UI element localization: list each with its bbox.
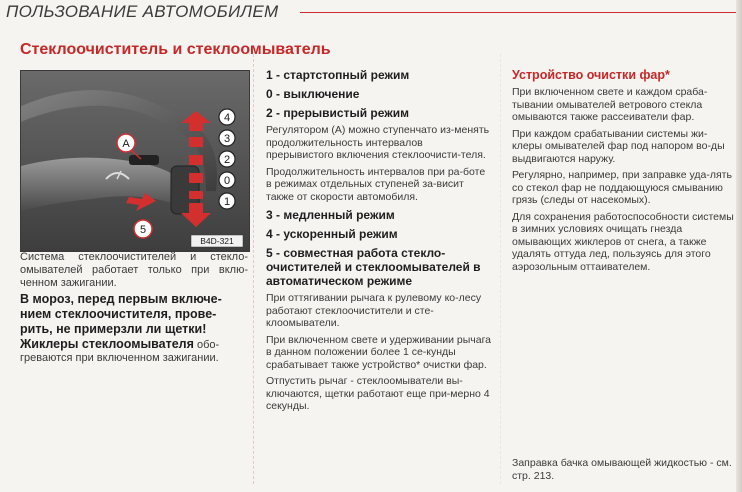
nozzle-note-rest: обо-греваются при включенном зажигании. xyxy=(20,339,220,364)
position-label-0: 0 xyxy=(223,175,231,187)
mode-5-paragraph-3: Отпустить рычаг - стеклоомыватели вы-ключаются, щетки работают еще при-мерно 4 секунды. xyxy=(266,375,490,412)
figure-code: B4D-321 xyxy=(200,236,234,246)
headlight-cleaning-column xyxy=(512,68,734,273)
mode-5-heading: 5 - совместная работа стекло-очистителей и стеклоомывателей в автоматическом режиме xyxy=(266,246,481,288)
marker-a: A xyxy=(122,138,130,150)
mode-list-column xyxy=(266,68,492,413)
nozzle-note-bold: Жиклеры стеклоомывателя xyxy=(20,337,194,351)
column-divider-1 xyxy=(253,54,254,484)
header-rule xyxy=(300,12,742,13)
position-label-4: 4 xyxy=(223,112,231,124)
position-label-1: 1 xyxy=(223,196,231,208)
position-label-3: 3 xyxy=(223,133,231,145)
mode-1-heading: 1 - стартстопный режим xyxy=(266,68,410,82)
marker-5: 5 xyxy=(139,224,147,236)
column-divider-2 xyxy=(500,54,501,484)
mode-5-paragraph-2: При включенном свете и удерживании рычага в данном положении более 1 се-кунды срабатывает также устройство* очистки фар. xyxy=(266,333,492,371)
page-header-title: ПОЛЬЗОВАНИЕ АВТОМОБИЛЕМ xyxy=(6,2,279,21)
mode-2-heading: 2 - прерывистый режим xyxy=(266,106,410,120)
headlight-paragraph-3: Регулярно, например, при заправке уда-лять со стекол фар не поддающуюся смыванию грязь (следы от насекомых). xyxy=(512,169,732,206)
section-title: Стеклоочиститель и стеклоомыватель xyxy=(20,41,331,58)
mode-3-heading: 3 - медленный режим xyxy=(266,208,395,222)
frost-warning: В мороз, перед первым включе-нием стеклоочистителя, прове-рить, не примерзли ли щетки! xyxy=(20,292,222,336)
mode-2-paragraph-1: Регулятором (А) можно ступенчато из-менять продолжительность интервалов прерывистого включения стеклоочисти-теля. xyxy=(266,124,490,161)
mode-2-paragraph-2: Продолжительность интервалов при ра-боте в режимах отдельных ступеней за-висит также от скорости автомобиля. xyxy=(266,165,486,203)
wiper-lever-illustration xyxy=(20,70,250,252)
refill-reference: Заправка бачка омывающей жидкостью - см. стр. 213. xyxy=(512,457,732,482)
headlight-paragraph-4: Для сохранения работоспособности системы в зимних условиях очищать гнезда омывающих жиклеров от снега, а также удалять оттуда лед, пользуясь для этого аэрозольным оттаивателем. xyxy=(512,210,734,273)
page-binding-edge xyxy=(736,0,742,492)
headlight-paragraph-1: При включенном свете и каждом сраба-тывании омывателей ветрового стекла омываются также рассеиватели фар. xyxy=(512,86,708,123)
figure-caption: Система стеклоочистителей и стекло-омывателей работает только при вклю-ченном зажигании. xyxy=(20,251,248,289)
mode-5-paragraph-1: При оттягивании рычага к рулевому ко-лесу работают стеклоочистители и сте-клоомыватели. xyxy=(266,292,482,329)
headlight-cleaning-title: Устройство очистки фар* xyxy=(512,68,670,82)
nozzle-heating-note xyxy=(20,338,248,365)
headlight-paragraph-2: При каждом срабатывании системы жи-клеры омывателей фар под напором во-ды выдвигаются наружу. xyxy=(512,127,725,165)
mode-4-heading: 4 - ускоренный режим xyxy=(266,227,398,241)
position-label-2: 2 xyxy=(223,154,231,166)
mode-0-heading: 0 - выключение xyxy=(266,87,360,101)
